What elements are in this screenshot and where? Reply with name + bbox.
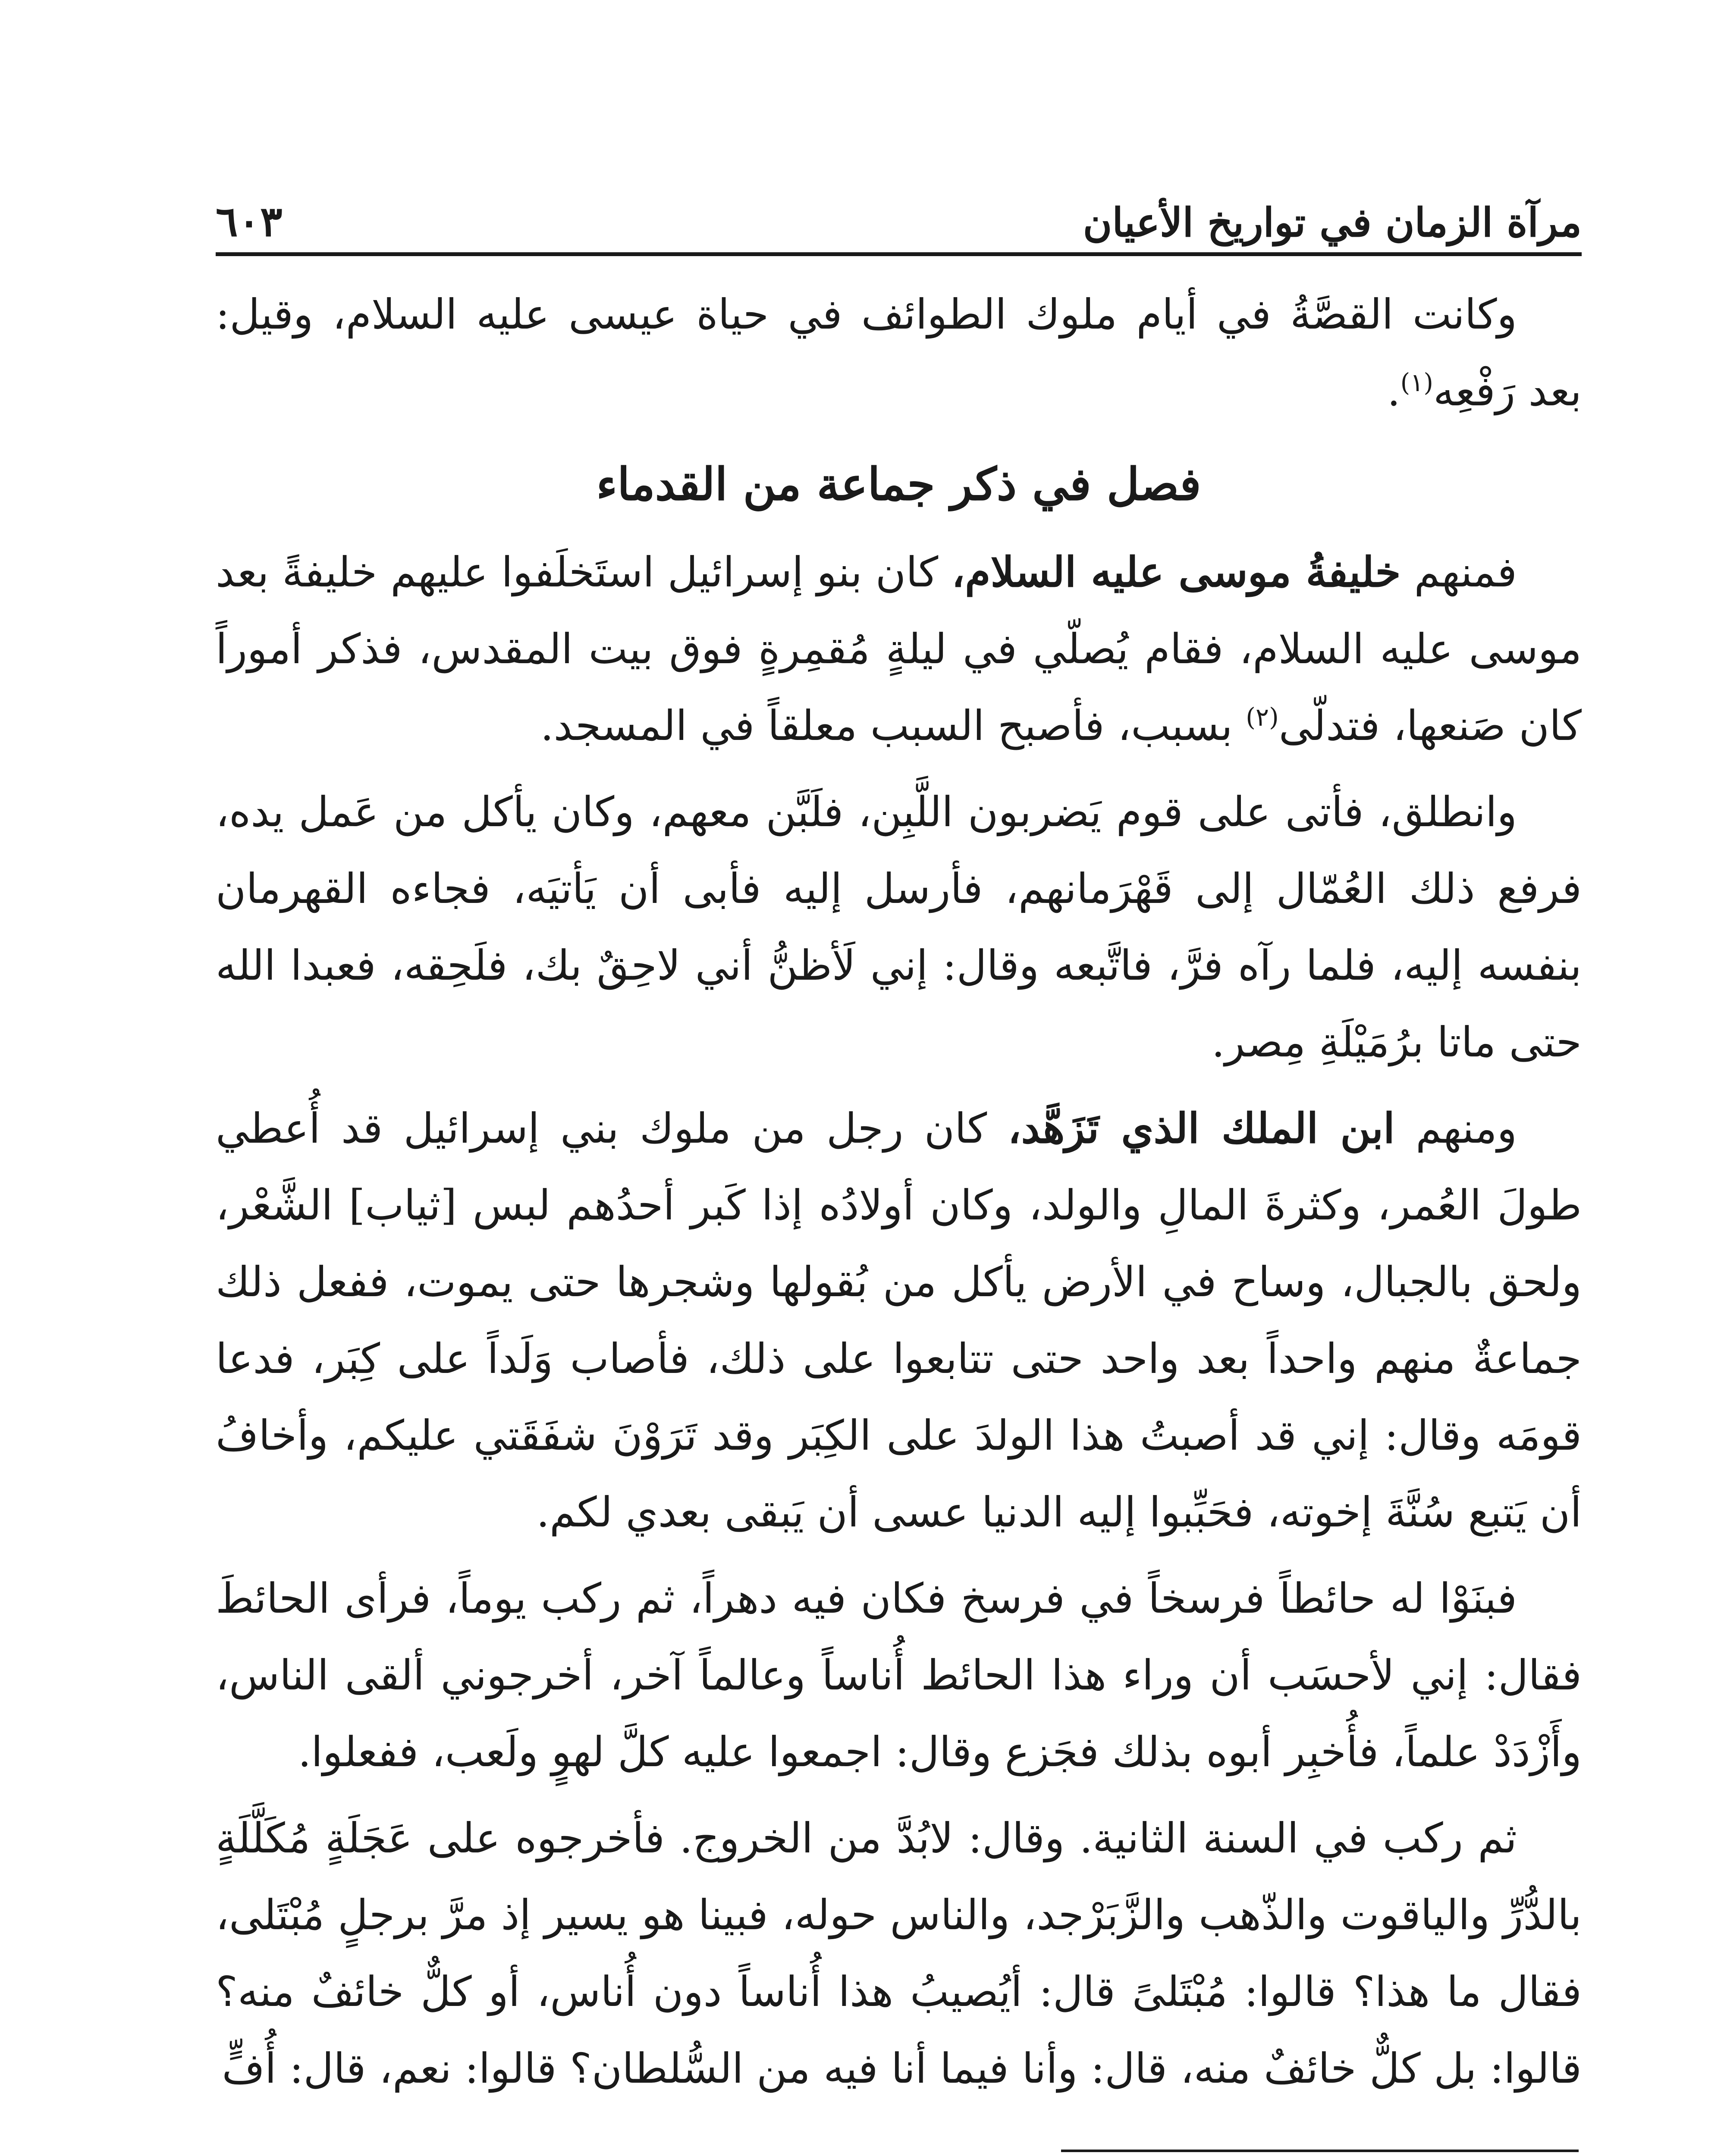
- footnote-rule: [1061, 2150, 1579, 2152]
- section-heading: فصل في ذكر جماعة من القدماء: [596, 458, 1201, 511]
- paragraph-4-bold: ابن الملك الذي تَزَهَّد،: [1008, 1104, 1395, 1153]
- paragraph-2-text: كان بنو إسرائيل استَخلَفوا عليهم خليفةً بعد موسى عليه السلام، فقام يُصلّي في ليلةٍ مُقمِرةٍ فوق بيت المقدس، فذكر أموراً كان صَنعها، فتدلّى: [216, 548, 1582, 750]
- paragraph-1-text: وكانت القصَّةُ في أيام ملوك الطوائف في حياة عيسى عليه السلام، وقيل: بعد رَفْعِه: [216, 290, 1582, 415]
- paragraph-4-lead: ومنهم: [1394, 1104, 1517, 1153]
- paragraph-2-tail: بسبب، فأصبح السبب معلقاً في المسجد.: [540, 702, 1246, 750]
- paragraph-1-tail: .: [1387, 367, 1401, 415]
- page-number: ٦٠٣: [216, 197, 283, 246]
- paragraph-3: وانطلق، فأتى على قوم يَضربون اللَّبِن، فلَبَّن معهم، وكان يأكل من عَمل يده، فرفع ذلك العُمّال إلى قَهْرَمانهم، فأرسل إليه فأبى أن يَأتيَه، فجاءه القهرمان بنفسه إليه، فلما رآه فرَّ، فاتَّبعه وقال: إني لَأظنُّ أني لاحِقٌ بك، فلَحِقه، فعبدا الله حتى ماتا برُمَيْلَةِ مِصر.: [216, 788, 1582, 1066]
- paragraph-2-bold: خليفةُ موسى عليه السلام،: [951, 548, 1401, 596]
- paragraph-2: [216, 534, 1582, 764]
- paragraph-6: ثم ركب في السنة الثانية. وقال: لابُدَّ من الخروج. فأخرجوه على عَجَلَةٍ مُكَلَّلَةٍ بالدُّرِّ والياقوت والذّهب والزَّبَرْجد، والناس حوله، فبينا هو يسير إذ مرَّ برجلٍ مُبْتَلى، فقال ما هذا؟ قالوا: مُبْتَلىً قال: أيُصيبُ هذا أُناساً دون أُناس، أو كلٌّ خائفٌ منه؟ قالوا: بل كلٌّ خائفٌ منه، قال: وأنا فيما أنا فيه من السُّلطان؟ قالوا: نعم، قال: أُفٍّ: [216, 1814, 1582, 2093]
- paragraph-5: فبنَوْا له حائطاً فرسخاً في فرسخ فكان فيه دهراً، ثم ركب يوماً، فرأى الحائطَ فقال: إني لأحسَب أن وراء هذا الحائط أُناساً وعالماً آخر، أخرجوني ألقى الناس، وأَزْدَدْ علماً، فأُخبِر أبوه بذلك فجَزع وقال: اجمعوا عليه كلَّ لهوٍ ولَعب، ففعلوا.: [216, 1574, 1582, 1776]
- book-title: مرآة الزمان في تواريخ الأعيان: [1083, 199, 1582, 246]
- main-text: [216, 276, 1582, 2116]
- paragraph-4-text: كان رجل من ملوك بني إسرائيل قد أُعطي طولَ العُمر، وكثرةَ المالِ والولد، وكان أولادُه إذا كَبر أحدُهم لبس [ثياب] الشَّعْر، ولحق بالجبال، وساح في الأرض يأكل من بُقولها وشجرها حتى يموت، ففعل ذلك جماعةٌ منهم واحداً بعد واحد حتى تتابعوا على ذلك، فأصاب وَلَداً على كِبَر، فدعا قومَه وقال: إني قد أصبتُ هذا الولدَ على الكِبَر وقد تَرَوْنَ شفَقَتي عليكم، وأخافُ أن يَتبع سُنَّةَ إخوته، فحَبِّبوا إليه الدنيا عسى أن يَبقى بعدي لكم.: [216, 1104, 1582, 1536]
- running-header: [216, 160, 1582, 246]
- footnote-ref-1: (١): [1400, 368, 1434, 397]
- header-rule: [216, 252, 1582, 256]
- paragraph-2-lead: فمنهم: [1401, 548, 1517, 596]
- paragraph-4: [216, 1090, 1582, 1551]
- footnote-ref-2: (٢): [1246, 702, 1279, 732]
- paragraph-1: [216, 276, 1582, 429]
